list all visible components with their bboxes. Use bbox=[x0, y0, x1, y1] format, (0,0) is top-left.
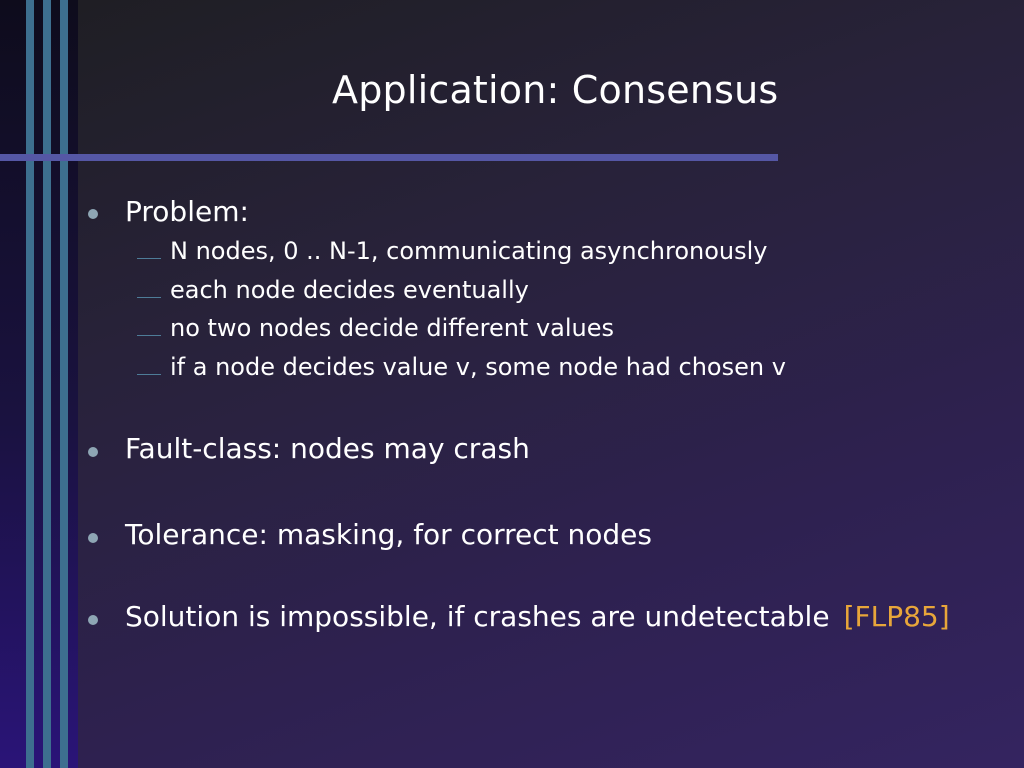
sub-bullet-dash bbox=[137, 335, 161, 336]
citation-reference: [FLP85] bbox=[843, 600, 950, 633]
bullet-dot bbox=[88, 533, 98, 543]
slide-title: Application: Consensus bbox=[332, 68, 779, 112]
sub-bullet-item: if a node decides value v, some node had chosen v bbox=[170, 353, 786, 381]
bullet-dot bbox=[88, 447, 98, 457]
bullet-problem: Problem: bbox=[125, 195, 249, 228]
sub-bullet-dash bbox=[137, 258, 161, 259]
bullet-dot bbox=[88, 209, 98, 219]
decorative-vertical-bar bbox=[26, 0, 34, 768]
bullet-fault-class: Fault-class: nodes may crash bbox=[125, 432, 530, 465]
sub-bullet-item: no two nodes decide different values bbox=[170, 314, 615, 342]
sub-bullet-dash bbox=[137, 297, 161, 298]
sub-bullet-item: N nodes, 0 .. N-1, communicating asynchronously bbox=[170, 237, 768, 265]
decorative-vertical-bar bbox=[60, 0, 68, 768]
decorative-vertical-bar bbox=[43, 0, 51, 768]
title-underline-rule bbox=[0, 154, 778, 161]
bullet-solution bbox=[125, 600, 950, 633]
sub-bullet-item: each node decides eventually bbox=[170, 276, 529, 304]
sub-bullet-dash bbox=[137, 374, 161, 375]
bullet-solution-text: Solution is impossible, if crashes are undetectable bbox=[125, 600, 830, 633]
bullet-dot bbox=[88, 615, 98, 625]
bullet-tolerance: Tolerance: masking, for correct nodes bbox=[125, 518, 652, 551]
